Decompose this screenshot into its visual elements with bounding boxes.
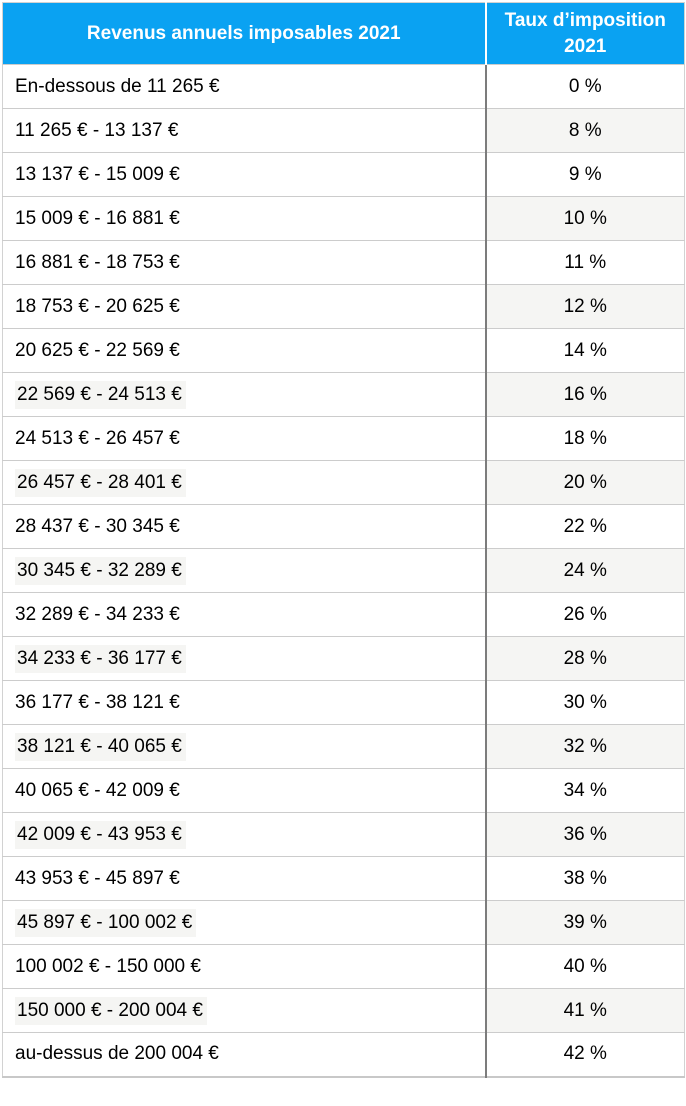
income-range-cell [3, 901, 486, 945]
table-row [3, 197, 685, 241]
tax-rate-cell: 38 % [486, 857, 685, 901]
tax-rate-cell: 24 % [486, 549, 685, 593]
income-range-cell [3, 153, 486, 197]
table-row [3, 637, 685, 681]
income-range-cell [3, 593, 486, 637]
table-row [3, 241, 685, 285]
income-range-text: En-dessous de 11 265 € [15, 75, 220, 97]
tax-rate-cell: 28 % [486, 637, 685, 681]
tax-rate-cell: 10 % [486, 197, 685, 241]
table-row [3, 153, 685, 197]
income-range-cell [3, 549, 486, 593]
table-row [3, 813, 685, 857]
table-row [3, 417, 685, 461]
header-row [3, 3, 685, 65]
table-row [3, 769, 685, 813]
income-range-text: 22 569 € - 24 513 € [15, 381, 186, 409]
income-range-cell [3, 197, 486, 241]
income-range-text: 45 897 € - 100 002 € [15, 909, 196, 937]
income-range-text: au-dessus de 200 004 € [15, 1043, 219, 1065]
tax-rate-cell: 32 % [486, 725, 685, 769]
table-row [3, 857, 685, 901]
income-range-text: 16 881 € - 18 753 € [15, 251, 180, 273]
income-range-cell [3, 285, 486, 329]
tax-rate-cell: 8 % [486, 109, 685, 153]
tax-rate-cell: 18 % [486, 417, 685, 461]
table-row [3, 681, 685, 725]
income-range-cell [3, 681, 486, 725]
income-range-text: 42 009 € - 43 953 € [15, 821, 186, 849]
income-range-cell [3, 329, 486, 373]
income-range-text: 28 437 € - 30 345 € [15, 515, 180, 537]
tax-rate-cell: 36 % [486, 813, 685, 857]
table-row [3, 593, 685, 637]
table-row [3, 461, 685, 505]
income-range-text: 38 121 € - 40 065 € [15, 733, 186, 761]
income-range-text: 36 177 € - 38 121 € [15, 691, 180, 713]
income-range-cell [3, 813, 486, 857]
table-row [3, 65, 685, 109]
income-range-cell [3, 857, 486, 901]
tax-rate-cell: 0 % [486, 65, 685, 109]
table-row [3, 505, 685, 549]
tax-rate-cell: 14 % [486, 329, 685, 373]
income-range-cell [3, 1033, 486, 1077]
income-range-cell [3, 417, 486, 461]
table-row [3, 945, 685, 989]
income-range-cell [3, 505, 486, 549]
income-range-text: 26 457 € - 28 401 € [15, 469, 186, 497]
income-range-cell [3, 945, 486, 989]
table-row [3, 373, 685, 417]
income-range-text: 18 753 € - 20 625 € [15, 295, 180, 317]
tax-rate-cell: 11 % [486, 241, 685, 285]
income-range-text: 40 065 € - 42 009 € [15, 779, 180, 801]
table-row [3, 725, 685, 769]
tax-rate-cell: 20 % [486, 461, 685, 505]
income-range-text: 150 000 € - 200 004 € [15, 997, 207, 1025]
income-range-cell [3, 241, 486, 285]
income-range-cell [3, 65, 486, 109]
table-row [3, 901, 685, 945]
income-range-text: 34 233 € - 36 177 € [15, 645, 186, 673]
income-range-text: 24 513 € - 26 457 € [15, 427, 180, 449]
table-row [3, 549, 685, 593]
tax-rate-cell: 40 % [486, 945, 685, 989]
column-header-income: Revenus annuels imposables 2021 [3, 3, 486, 65]
table-row [3, 109, 685, 153]
income-range-cell [3, 725, 486, 769]
tax-rate-cell: 30 % [486, 681, 685, 725]
tax-rate-cell: 16 % [486, 373, 685, 417]
tax-brackets-table [2, 2, 685, 1078]
income-range-text: 15 009 € - 16 881 € [15, 207, 180, 229]
tax-rate-cell: 12 % [486, 285, 685, 329]
column-header-rate: Taux d’imposition 2021 [486, 3, 685, 65]
table-row [3, 329, 685, 373]
tax-rate-cell: 39 % [486, 901, 685, 945]
tax-rate-cell: 34 % [486, 769, 685, 813]
income-range-cell [3, 109, 486, 153]
table-row [3, 285, 685, 329]
income-range-text: 30 345 € - 32 289 € [15, 557, 186, 585]
table-row [3, 1033, 685, 1077]
tax-rate-cell: 42 % [486, 1033, 685, 1077]
tax-rate-cell: 22 % [486, 505, 685, 549]
tax-rate-cell: 9 % [486, 153, 685, 197]
income-range-text: 43 953 € - 45 897 € [15, 867, 180, 889]
income-range-text: 11 265 € - 13 137 € [15, 119, 179, 141]
income-range-text: 32 289 € - 34 233 € [15, 603, 180, 625]
income-range-cell [3, 637, 486, 681]
income-range-text: 100 002 € - 150 000 € [15, 955, 201, 977]
tax-rate-cell: 26 % [486, 593, 685, 637]
income-range-cell [3, 461, 486, 505]
income-range-text: 13 137 € - 15 009 € [15, 163, 180, 185]
table-row [3, 989, 685, 1033]
income-range-cell [3, 373, 486, 417]
table-body [3, 65, 685, 1077]
income-range-cell [3, 769, 486, 813]
income-range-text: 20 625 € - 22 569 € [15, 339, 180, 361]
tax-rate-cell: 41 % [486, 989, 685, 1033]
income-range-cell [3, 989, 486, 1033]
